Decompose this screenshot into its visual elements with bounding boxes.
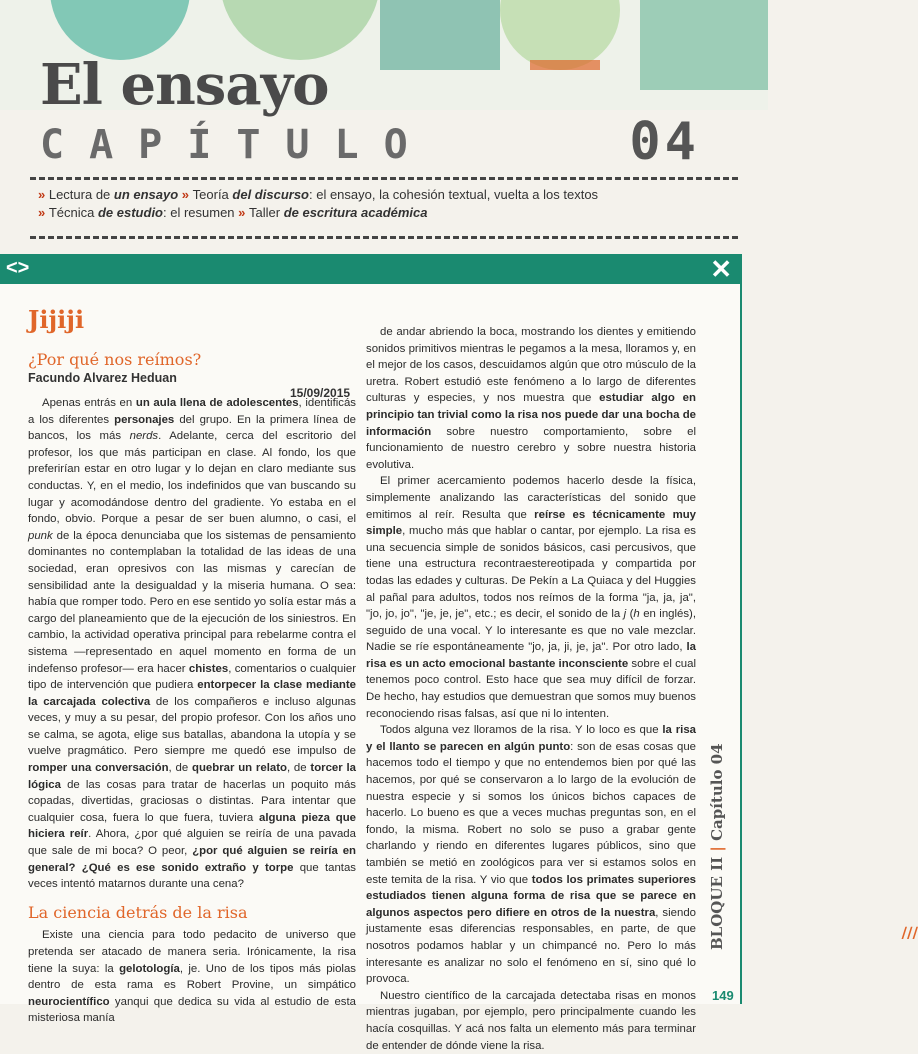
code-brackets-icon[interactable]: <> xyxy=(6,257,30,279)
column-2-body xyxy=(366,324,696,1054)
article-paragraph: El primer acercamiento podemos hacerlo desde la física, simplemente analizando las características del sonido que emitimos al reír. Resulta que reírse es técnicamente muy simple, mucho más que hablar o cantar, por ejemplo. La risa es una secuencia simple de sonidos básicos, casi percusivos, que tiene una estructura recontraestereotipada y compartida por todas las edades y culturas. De Pekín a La Quiaca y del Huggies al pañal para adultos, todos nos reímos de la forma "ja, ja, ja", "jo, jo, jo", "je, je, je", etc.; es decir, el sonido de la j (h en inglés), seguido de una vocal. Y lo interesante es que no vale mezclar. Nadie se ríe espontáneamente "jo, ja, ji, je, ja". Por otro lado, la risa es un acto emocional bastante inconsciente sobre el cual tenemos poco control. Esto hace que sea muy difícil de forzar. De hecho, hay estudios que demuestran que somos muy buenos reconociendo risas falsas, así que ni lo intenten. xyxy=(366,475,697,720)
topic-fragment: Teoría xyxy=(192,187,233,202)
page-number: 149 xyxy=(712,988,734,1003)
sidebar-bloque: BLOQUE II xyxy=(708,856,726,950)
article-paragraph: Todos alguna vez lloramos de la risa. Y lo loco es que la risa y el llanto se parecen en algún punto: son de esas cosas que hacemos todo el tiempo y que no entendemos bien por qué las hacemos, por qué se conservaron a lo largo de la evolución de nuestra especie y si somos los únicos bichos capaces de hacerlo. Lo bueno es que a veces muchas preguntas son, en el fondo, la misma. Robert no solo se puso a grabar gente charlando y riendo en diferentes lugares públicos, sino que también se metió en zoológicos para ver si estamos solos en este temita de la risa. Y vio que todos los primates superiores estudiados tienen alguna forma de risa que se parece en algunos aspectos pero difiere en otros de la nuestra, siendo justamente esas diferencias responsables, en parte, de que nosotros podamos hablar y un chimpancé no. Pero lo más interesante es analizar no solo el fenómeno en sí, sino qué lo provoca. xyxy=(366,724,696,986)
topic-fragment: : el ensayo, la cohesión textual, vuelta a los textos xyxy=(308,187,599,202)
sidebar-separator: | xyxy=(708,846,726,852)
topic-fragment: : el resumen xyxy=(163,205,239,220)
topic-fragment: de escritura académica xyxy=(283,205,428,220)
column-1-body-continued xyxy=(28,927,356,1027)
article-kicker: Jijiji xyxy=(28,305,85,334)
chapter-label xyxy=(40,112,740,178)
chapter-word: CAPÍTULO xyxy=(40,122,433,168)
article-paragraph: Apenas entrás en un aula llena de adolescentes, identificás a los diferentes personajes del grupo. En la primera línea de bancos, los más nerds. Adelante, cerca del escritorio del profesor, los que más participan en clase. Al fondo, los que preferirían estar en otro lugar y lo dejan en claro mediante sus conductas. Y, en el medio, los indefinidos que van buscando su lugar y acomodándose dentro del gradiente. Yo estaba en el fondo, obvio. Porque a pesar de ser buen alumno, o casi, el punk de la época denunciaba que los sistemas de pensamiento dominantes no contemplaban la totalidad de las ideas de una sociedad, eran opresivos con las mismas y carecían de sensibilidad ante la desigualdad y la miseria humana. O sea: había que romper todo. Pero en ese sentido yo solía estar más a cargo del planeamiento que de la ejecución de los siniestros. En cambio, la actividad operativa principal para rebelarme contra el sistema —representado en aquel momento en forma de un indefenso profesor— era hacer chistes, comentarios o cualquier tipo de intervención que pudiera entorpecer la clase mediante la carcajada colectiva de los compañeros e incluso algunas veces, y muy a su pesar, del propio profesor. Con los años uno se calma, se agota, elige sus batallas, abandona la utopía y se vuelve pragmático. Pero siempre me quedó ese impulso de romper una conversación, de quebrar un relato, de torcer la lógica de las cosas para tratar de hacerlas un poquito más copadas, divertidas, graciosas o distintas. Para intentar que cualquier cosa, fuera lo que fuera, tuviera alguna pieza que hiciera reír. Ahora, ¿por qué alguien se reiría de una pavada que sale de mi boca? O peor, ¿por qué alguien se reiría en general? ¿Qué es ese sonido extraño y torpe que tantas veces intentó matarnos durante una cena? xyxy=(28,397,356,891)
dashed-divider-bottom xyxy=(30,236,738,239)
article-column-1 xyxy=(28,395,356,1027)
article-author: Facundo Alvarez Heduan xyxy=(28,371,177,385)
topic-fragment: de estudio xyxy=(97,205,163,220)
topic-fragment: Técnica xyxy=(48,205,98,220)
sidebar-marks: /// xyxy=(901,924,918,942)
topic-fragment: » xyxy=(38,205,49,220)
sidebar-chapter-tab xyxy=(700,740,918,980)
column-1-body xyxy=(28,395,356,893)
article-date: 15/09/2015 xyxy=(290,386,351,400)
topic-fragment: Lectura de xyxy=(48,187,114,202)
chapter-topics xyxy=(38,186,598,222)
article-title: ¿Por qué nos reímos? xyxy=(28,350,202,369)
topic-fragment: Taller xyxy=(249,205,284,220)
chapter-number: 04 xyxy=(629,112,700,172)
section-heading: La ciencia detrás de la risa xyxy=(28,902,248,922)
topic-fragment: un ensayo xyxy=(113,187,179,202)
close-icon[interactable]: ✕ xyxy=(710,254,732,284)
sidebar-capitulo: Capítulo 04 xyxy=(708,743,726,841)
article-paragraph: Existe una ciencia para todo pedacito de universo que pretenda ser atacado de manera seria. Irónicamente, la risa tiene la suya: la gelotología, je. Uno de los tipos más piolas dentro de esta rama es Robert Provine, un simpático neurocientífico yanqui que dedica su vida al estudio de esta misteriosa manía xyxy=(28,929,356,1025)
article-paragraph: de andar abriendo la boca, mostrando los dientes y emitiendo sonidos primitivos mientras le pegamos a la mesa, lloramos y, en el mejor de los casos, descuidamos algún que otro músculo de la uretra. Robert estudió este fenómeno a lo largo de diferentes culturas y especies, y nos muestra que estudiar algo en principio tan trivial como la risa nos puede dar una bocha de información sobre nuestro comportamiento, sobre el funcionamiento de nuestro cerebro y sobre nuestra historia evolutiva. xyxy=(366,326,696,471)
article-paragraph: Nuestro científico de la carcajada detectaba risas en monos mientras jugaban, por ejemplo, pero principalmente cuando les hacía cosquillas. Y acá nos falta un elemento más para terminar de entender de dónde viene la risa. xyxy=(366,989,696,1052)
dashed-divider-top xyxy=(30,177,738,180)
topic-fragment: » xyxy=(238,205,249,220)
article-toolbar xyxy=(0,254,742,284)
topics-line-1 xyxy=(38,186,598,204)
article-column-2 xyxy=(366,324,696,1054)
topic-fragment: del discurso xyxy=(232,187,309,202)
chapter-title: El ensayo xyxy=(40,52,329,118)
topics-line-2 xyxy=(38,204,598,222)
topic-fragment: » xyxy=(178,187,193,202)
topic-fragment: » xyxy=(38,187,49,202)
sidebar-label xyxy=(708,743,918,950)
